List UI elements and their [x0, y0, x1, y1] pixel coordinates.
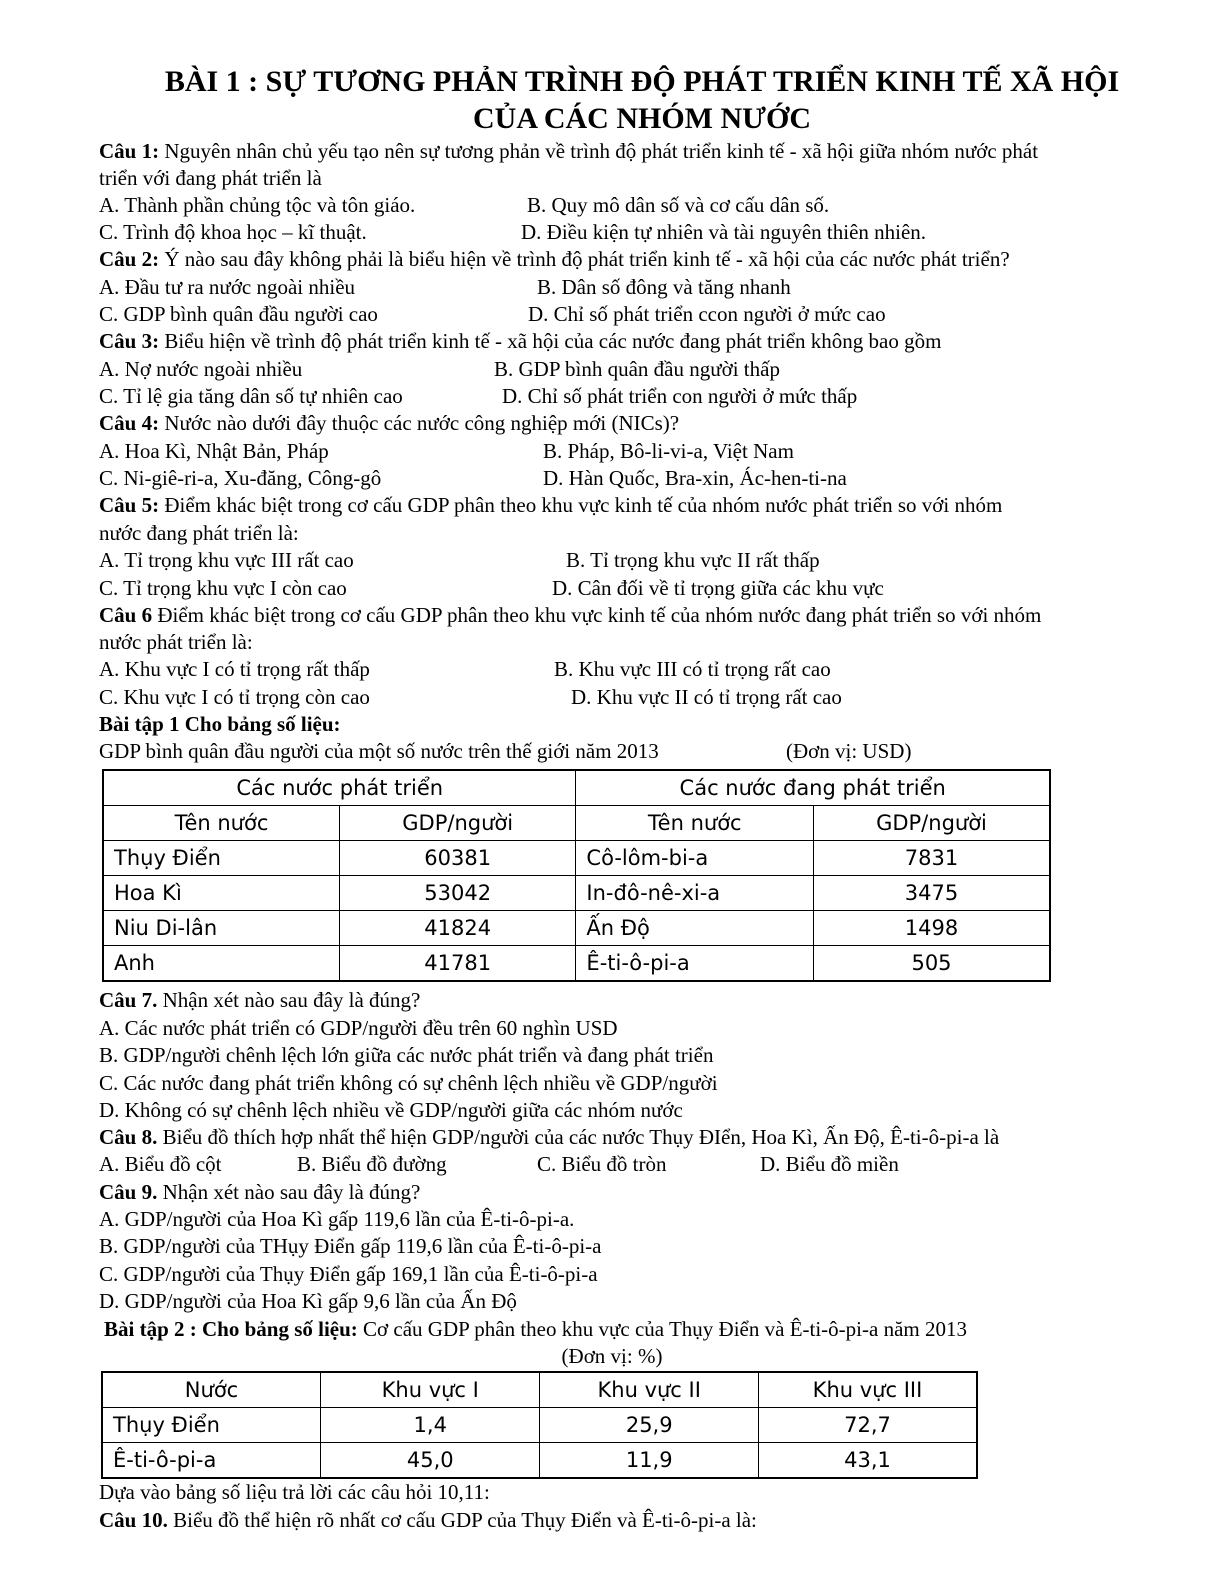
exercise-2-unit: (Đơn vị: %): [561, 1344, 663, 1368]
q6-option-a: A. Khu vực I có tỉ trọng rất thấp: [99, 657, 370, 681]
gdp-structure-table: [101, 1371, 978, 1479]
question-1-text-cont: triển với đang phát triển là: [99, 166, 322, 190]
table-header-row: [102, 1372, 977, 1408]
col-country-name: Tên nước: [103, 806, 339, 841]
developed-country-gdp: 41781: [339, 946, 575, 982]
q4-option-c: C. Ni-giê-ri-a, Xu-đăng, Công-gô: [99, 466, 382, 490]
question-9-label: Câu 9.: [99, 1180, 158, 1204]
q4-option-b: B. Pháp, Bô-li-vi-a, Việt Nam: [543, 439, 794, 463]
developed-country-name: Thụy Điển: [103, 841, 339, 876]
developed-country-gdp: 60381: [339, 841, 575, 876]
page-title-line-1: BÀI 1 : SỰ TƯƠNG PHẢN TRÌNH ĐỘ PHÁT TRIỂN KINH TẾ XÃ HỘI: [164, 65, 1120, 98]
developed-country-name: Hoa Kì: [103, 876, 339, 911]
q9-option-c: C. GDP/người của Thụy Điển gấp 169,1 lần của Ê-ti-ô-pi-a: [99, 1262, 598, 1286]
sector-2-value: 11,9: [540, 1443, 758, 1479]
country-name: Thụy Điển: [102, 1408, 321, 1443]
q2-option-a: A. Đầu tư ra nước ngoài nhiều: [99, 275, 356, 299]
question-5-text-cont: nước đang phát triển là:: [99, 521, 299, 545]
gdp-per-capita-table: [102, 769, 1051, 982]
sector-3-value: 72,7: [758, 1408, 977, 1443]
q3-option-a: A. Nợ nước ngoài nhiều: [99, 357, 303, 381]
q4-option-a: A. Hoa Kì, Nhật Bản, Pháp: [99, 439, 329, 463]
question-4: [99, 411, 679, 435]
col-country-name: Tên nước: [576, 806, 814, 841]
exercise-1-heading: Bài tập 1 Cho bảng số liệu:: [99, 712, 341, 736]
col-sector-3: Khu vực III: [758, 1372, 977, 1408]
table-group-header-row: [103, 770, 1050, 806]
developing-country-name: Ấn Độ: [576, 911, 814, 946]
question-8: [99, 1125, 999, 1149]
q9-option-d: D. GDP/người của Hoa Kì gấp 9,6 lần của Ấn Độ: [99, 1289, 517, 1313]
q2-option-b: B. Dân số đông và tăng nhanh: [537, 275, 791, 299]
page-title-line-2: CỦA CÁC NHÓM NƯỚC: [472, 102, 812, 135]
developing-country-gdp: 3475: [814, 876, 1051, 911]
question-6-label: Câu 6: [99, 603, 153, 627]
question-1-text: Nguyên nhân chủ yếu tạo nên sự tương phản về trình độ phát triển kinh tế - xã hội giữa nhóm nước phát: [159, 139, 1039, 163]
developing-country-name: Ê-ti-ô-pi-a: [576, 946, 814, 982]
q2-option-d: D. Chỉ số phát triển ccon người ở mức cao: [528, 302, 886, 326]
question-10: [99, 1508, 757, 1532]
q1-option-a: A. Thành phần chủng tộc và tôn giáo.: [99, 193, 416, 217]
question-5: [99, 493, 1002, 517]
q7-option-a: A. Các nước phát triển có GDP/người đều trên 60 nghìn USD: [99, 1016, 618, 1040]
developing-country-name: Cô-lôm-bi-a: [576, 841, 814, 876]
instruction-text: Dựa vào bảng số liệu trả lời các câu hỏi 10,11:: [99, 1480, 490, 1504]
sector-1-value: 45,0: [321, 1443, 540, 1479]
sector-3-value: 43,1: [758, 1443, 977, 1479]
country-name: Ê-ti-ô-pi-a: [102, 1443, 321, 1479]
developed-country-name: Niu Di-lân: [103, 911, 339, 946]
question-10-label: Câu 10.: [99, 1508, 168, 1532]
question-4-label: Câu 4:: [99, 411, 160, 435]
q6-option-b: B. Khu vực III có tỉ trọng rất cao: [554, 657, 831, 681]
col-sector-2: Khu vực II: [540, 1372, 758, 1408]
q5-option-c: C. Tỉ trọng khu vực I còn cao: [99, 576, 347, 600]
q3-option-b: B. GDP bình quân đầu người thấp: [494, 357, 780, 381]
table-row: [103, 876, 1050, 911]
question-4-text: Nước nào dưới đây thuộc các nước công nghiệp mới (NICs)?: [159, 411, 680, 435]
question-6-text: Điểm khác biệt trong cơ cấu GDP phân theo khu vực kinh tế của nhóm nước đang phát triển so với nhóm: [152, 603, 1042, 627]
group-developed-header: Các nước phát triển: [103, 770, 576, 806]
q8-option-d: D. Biểu đồ miền: [760, 1152, 899, 1176]
question-10-text: Biểu đồ thể hiện rõ nhất cơ cấu GDP của Thụy Điển và Ê-ti-ô-pi-a là:: [167, 1508, 757, 1532]
q5-option-a: A. Tỉ trọng khu vực III rất cao: [99, 548, 354, 572]
question-8-label: Câu 8.: [99, 1125, 158, 1149]
group-developing-header: Các nước đang phát triển: [576, 770, 1050, 806]
q9-option-b: B. GDP/người của THụy Điển gấp 119,6 lần của Ê-ti-ô-pi-a: [99, 1234, 602, 1258]
col-sector-1: Khu vực I: [321, 1372, 540, 1408]
question-3-text: Biểu hiện về trình độ phát triển kinh tế - xã hội của các nước đang phát triển không bao gồm: [159, 329, 942, 353]
question-1-label: Câu 1:: [99, 139, 160, 163]
q7-option-c: C. Các nước đang phát triển không có sự chênh lệch nhiều về GDP/người: [99, 1071, 718, 1095]
developed-country-name: Anh: [103, 946, 339, 982]
table-row: [103, 946, 1050, 982]
question-7-text: Nhận xét nào sau đây là đúng?: [157, 988, 421, 1012]
table-row: [103, 911, 1050, 946]
col-gdp-per-person: GDP/người: [339, 806, 575, 841]
question-7: [99, 988, 420, 1012]
table-row: [103, 841, 1050, 876]
question-8-text: Biểu đồ thích hợp nhất thể hiện GDP/người của các nước Thụy ĐIển, Hoa Kì, Ấn Độ, Ê-ti-ô-pi-a là: [157, 1125, 1000, 1149]
col-country: Nước: [102, 1372, 321, 1408]
q3-option-c: C. Tỉ lệ gia tăng dân số tự nhiên cao: [99, 384, 403, 408]
exercise-2-heading: Bài tập 2 : Cho bảng số liệu: Cơ cấu GDP phân theo khu vực của Thụy Điển và Ê-ti-ô-pi-a năm 2013: [104, 1317, 967, 1341]
q6-option-d: D. Khu vực II có tỉ trọng rất cao: [571, 685, 842, 709]
q1-option-d: D. Điều kiện tự nhiên và tài nguyên thiên nhiên.: [521, 220, 927, 244]
sector-2-value: 25,9: [540, 1408, 758, 1443]
question-3-label: Câu 3:: [99, 329, 160, 353]
question-2: [99, 247, 1010, 271]
q8-option-a: A. Biểu đồ cột: [99, 1152, 222, 1176]
exercise-1-unit: (Đơn vị: USD): [786, 739, 912, 763]
question-5-text: Điểm khác biệt trong cơ cấu GDP phân theo khu vực kinh tế của nhóm nước phát triển so với nhóm: [159, 493, 1003, 517]
developing-country-gdp: 505: [814, 946, 1051, 982]
developing-country-name: In-đô-nê-xi-a: [576, 876, 814, 911]
q2-option-c: C. GDP bình quân đầu người cao: [99, 302, 378, 326]
exercise-2-caption: Cơ cấu GDP phân theo khu vực của Thụy Điển và Ê-ti-ô-pi-a năm 2013: [357, 1317, 967, 1341]
question-6: [99, 603, 1041, 627]
developing-country-gdp: 1498: [814, 911, 1051, 946]
question-5-label: Câu 5:: [99, 493, 160, 517]
q5-option-b: B. Tỉ trọng khu vực II rất thấp: [566, 548, 820, 572]
question-9: [99, 1180, 420, 1204]
q5-option-d: D. Cân đối về tỉ trọng giữa các khu vực: [552, 576, 884, 600]
q8-option-b: B. Biểu đồ đường: [297, 1152, 447, 1176]
question-7-label: Câu 7.: [99, 988, 158, 1012]
q4-option-d: D. Hàn Quốc, Bra-xin, Ác-hen-ti-na: [543, 466, 847, 490]
exercise-1-caption: GDP bình quân đầu người của một số nước trên thế giới năm 2013: [99, 739, 659, 763]
q7-option-d: D. Không có sự chênh lệch nhiều về GDP/người giữa các nhóm nước: [99, 1098, 683, 1122]
question-6-text-cont: nước phát triển là:: [99, 630, 253, 654]
table-column-header-row: [103, 806, 1050, 841]
q7-option-b: B. GDP/người chênh lệch lớn giữa các nước phát triển và đang phát triển: [99, 1043, 714, 1067]
question-9-text: Nhận xét nào sau đây là đúng?: [157, 1180, 421, 1204]
question-2-text: Ý nào sau đây không phải là biểu hiện về trình độ phát triển kinh tế - xã hội của các nước phát triển?: [159, 247, 1010, 271]
q3-option-d: D. Chỉ số phát triển con người ở mức thấp: [502, 384, 858, 408]
table-row: [102, 1443, 977, 1479]
table-row: [102, 1408, 977, 1443]
question-2-label: Câu 2:: [99, 247, 160, 271]
developing-country-gdp: 7831: [814, 841, 1051, 876]
developed-country-gdp: 41824: [339, 911, 575, 946]
sector-1-value: 1,4: [321, 1408, 540, 1443]
q6-option-c: C. Khu vực I có tỉ trọng còn cao: [99, 685, 370, 709]
q1-option-c: C. Trình độ khoa học – kĩ thuật.: [99, 220, 367, 244]
q9-option-a: A. GDP/người của Hoa Kì gấp 119,6 lần của Ê-ti-ô-pi-a.: [99, 1207, 575, 1231]
question-3: [99, 329, 941, 353]
q1-option-b: B. Quy mô dân số và cơ cấu dân số.: [527, 193, 830, 217]
developed-country-gdp: 53042: [339, 876, 575, 911]
q8-option-c: C. Biểu đồ tròn: [537, 1152, 667, 1176]
col-gdp-per-person: GDP/người: [814, 806, 1051, 841]
question-1: [99, 139, 1038, 163]
